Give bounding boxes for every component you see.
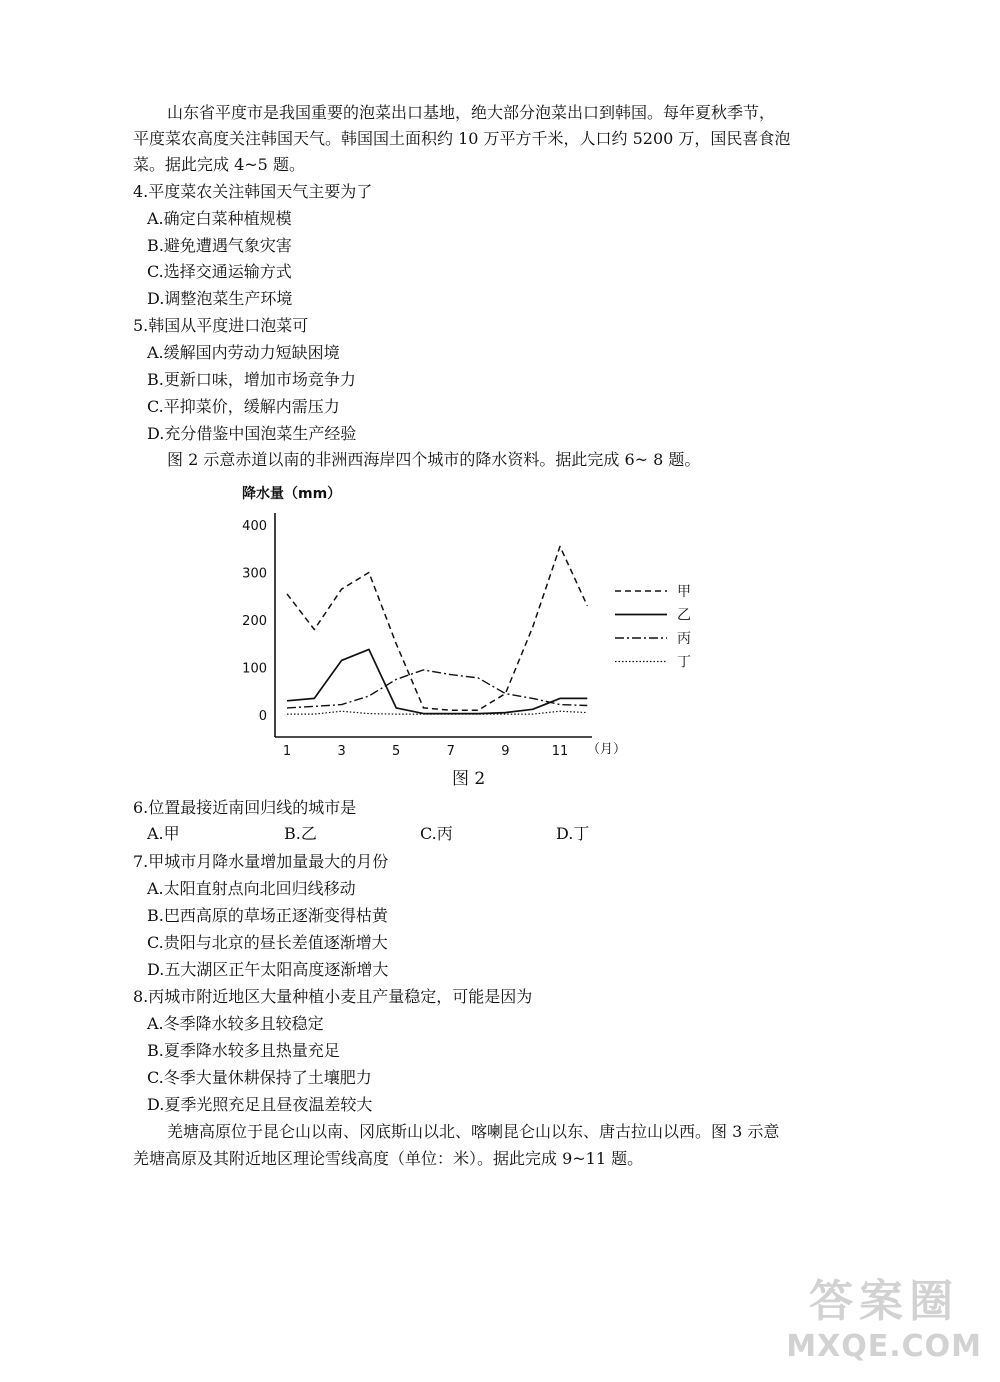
intro-paragraph-3-line-1: 羌塘高原位于昆仑山以南、冈底斯山以北、喀喇昆仑山以东、唐古拉山以西。图 3 示意 bbox=[167, 1122, 780, 1141]
question-6-option-b: B.乙 bbox=[284, 824, 317, 843]
question-5-option-d: D.充分借鉴中国泡菜生产经验 bbox=[147, 424, 357, 443]
question-6-option-a: A.甲 bbox=[147, 824, 180, 843]
x-tick-label: 9 bbox=[501, 744, 510, 759]
intro-paragraph-3-line-2: 羌塘高原及其附近地区理论雪线高度（单位：米）。据此完成 9~11 题。 bbox=[133, 1149, 644, 1168]
question-6-stem: 6.位置最接近南回归线的城市是 bbox=[133, 798, 357, 817]
legend-label-丁: 丁 bbox=[677, 654, 691, 671]
y-axis-label: 降水量（mm） bbox=[242, 486, 342, 502]
series-line-甲 bbox=[287, 546, 587, 710]
figure-2-intro: 图 2 示意赤道以南的非洲西海岸四个城市的降水资料。据此完成 6~ 8 题。 bbox=[167, 450, 701, 469]
question-7-stem: 7.甲城市月降水量增加量最大的月份 bbox=[133, 852, 389, 871]
question-4-option-a: A.确定白菜种植规模 bbox=[147, 209, 292, 228]
question-7-option-d: D.五大湖区正午太阳高度逐渐增大 bbox=[147, 960, 389, 979]
question-8-option-a: A.冬季降水较多且较稳定 bbox=[147, 1014, 324, 1033]
question-5-stem: 5.韩国从平度进口泡菜可 bbox=[133, 316, 309, 335]
y-tick-label: 300 bbox=[242, 566, 267, 582]
question-5-option-b: B.更新口味，增加市场竞争力 bbox=[147, 370, 356, 389]
figure-caption: 图 2 bbox=[452, 769, 486, 789]
question-5-option-c: C.平抑菜价，缓解内需压力 bbox=[147, 397, 340, 416]
intro-paragraph-line-2: 平度菜农高度关注韩国天气。韩国国土面积约 10 万平方千米，人口约 5200 万，国民喜食泡 bbox=[133, 129, 791, 148]
legend-label-甲: 甲 bbox=[677, 584, 691, 600]
legend-label-乙: 乙 bbox=[677, 607, 691, 624]
question-8-option-c: C.冬季大量休耕保持了土壤肥力 bbox=[147, 1068, 372, 1087]
y-tick-label: 200 bbox=[242, 614, 267, 629]
x-tick-label: 1 bbox=[282, 744, 292, 759]
watermark-text-cn: 答案圈 bbox=[809, 1276, 960, 1327]
legend-label-丙: 丙 bbox=[677, 631, 691, 647]
precipitation-chart bbox=[230, 478, 700, 798]
question-8-option-d: D.夏季光照充足且昼夜温差较大 bbox=[147, 1095, 373, 1114]
intro-paragraph-line-1: 山东省平度市是我国重要的泡菜出口基地，绝大部分泡菜出口到韩国。每年夏秋季节， bbox=[167, 103, 776, 122]
y-tick-label: 100 bbox=[242, 661, 267, 677]
question-6-option-d: D.丁 bbox=[556, 824, 590, 843]
question-4-option-d: D.调整泡菜生产环境 bbox=[147, 289, 293, 308]
x-tick-label: 3 bbox=[337, 744, 346, 759]
question-6-options bbox=[147, 822, 707, 846]
series-line-乙 bbox=[287, 649, 587, 713]
question-5-option-a: A.缓解国内劳动力短缺困境 bbox=[147, 343, 340, 362]
x-tick-label: 7 bbox=[446, 744, 455, 759]
question-7-option-c: C.贵阳与北京的昼长差值逐渐增大 bbox=[147, 933, 388, 952]
question-7-option-a: A.太阳直射点向北回归线移动 bbox=[147, 879, 356, 898]
x-axis-unit-label: （月） bbox=[587, 742, 627, 757]
question-8-option-b: B.夏季降水较多且热量充足 bbox=[147, 1041, 340, 1060]
x-tick-label: 11 bbox=[551, 744, 569, 759]
question-4-option-b: B.避免遭遇气象灾害 bbox=[147, 236, 292, 255]
question-4-stem: 4.平度菜农关注韩国天气主要为了 bbox=[133, 182, 373, 201]
series-line-丙 bbox=[287, 670, 587, 708]
question-4-option-c: C.选择交通运输方式 bbox=[147, 262, 292, 281]
site-watermark-logo bbox=[786, 1265, 982, 1364]
question-7-option-b: B.巴西高原的草场正逐渐变得枯黄 bbox=[147, 906, 388, 925]
y-tick-label: 0 bbox=[258, 709, 267, 724]
y-tick-label: 400 bbox=[242, 519, 267, 534]
x-tick-label: 5 bbox=[392, 744, 401, 759]
intro-paragraph-line-3: 菜。据此完成 4~5 题。 bbox=[133, 155, 305, 174]
question-6-option-c: C.丙 bbox=[420, 824, 453, 843]
watermark-text-url: MXQE.COM bbox=[786, 1329, 982, 1364]
question-8-stem: 8.丙城市附近地区大量种植小麦且产量稳定，可能是因为 bbox=[133, 987, 533, 1006]
